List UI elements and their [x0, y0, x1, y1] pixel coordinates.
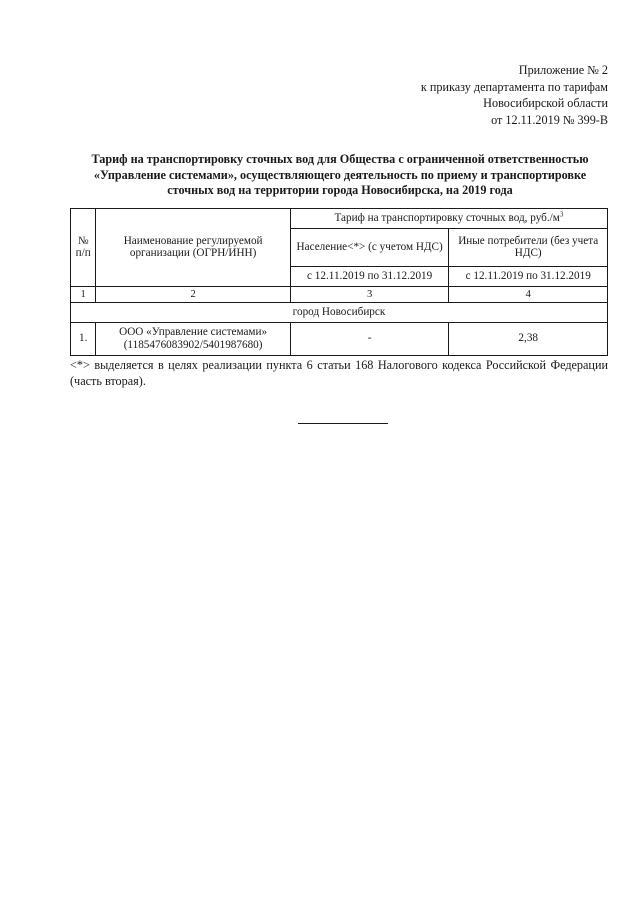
appendix-block: [70, 62, 610, 128]
document-title: [70, 152, 610, 199]
tariff-table: [70, 208, 608, 356]
title-line-1: Тариф на транспортировку сточных вод для Общества с ограниченной ответственностью: [91, 152, 589, 166]
header-other-consumers: Иные потребители (без учета НДС): [449, 228, 608, 266]
appendix-order-ref: к приказу департамента по тарифам: [420, 79, 608, 94]
appendix-number: Приложение № 2: [518, 63, 608, 77]
title-line-3: сточных вод на территории города Новосибирска, на 2019 года: [167, 183, 513, 197]
index-cell: 4: [449, 286, 608, 302]
period-population: с 12.11.2019 по 31.12.2019: [290, 266, 449, 286]
appendix-date: от 12.11.2019 № 399-В: [491, 112, 608, 127]
organization-name: ООО «Управление системами»: [119, 326, 268, 338]
header-organization: Наименование регулируемой организации (ОГРН/ИНН): [96, 208, 291, 286]
header-tariff: Тариф на транспортировку сточных вод, $руб./м^3$: [290, 208, 607, 228]
index-cell: 1: [71, 286, 96, 302]
row-population-tariff: -: [290, 322, 449, 355]
appendix-region: Новосибирской области: [483, 96, 608, 110]
row-other-tariff: 2,38: [449, 322, 608, 355]
title-line-2: «Управление системами», осуществляющего деятельность по приему и транспортировке: [93, 167, 587, 182]
header-number: № п/п: [71, 208, 96, 286]
closing-line: [298, 423, 388, 424]
organization-ids: (1185476083902/5401987680): [123, 338, 263, 351]
table-header-row: [71, 208, 608, 228]
table-row: [71, 322, 608, 355]
index-cell: 2: [96, 286, 291, 302]
document-page: [70, 62, 610, 424]
row-number: 1.: [71, 322, 96, 355]
table-index-row: [71, 286, 608, 302]
period-other: с 12.11.2019 по 31.12.2019: [449, 266, 608, 286]
city-name: город Новосибирск: [71, 302, 608, 322]
row-organization: [96, 322, 291, 355]
index-cell: 3: [290, 286, 449, 302]
table-city-row: [71, 302, 608, 322]
header-population: Население<*> (с учетом НДС): [290, 228, 449, 266]
footnote: <*> выделяется в целях реализации пункта 6 статьи 168 Налогового кодекса Российской Федерации (часть вторая).: [70, 357, 608, 388]
